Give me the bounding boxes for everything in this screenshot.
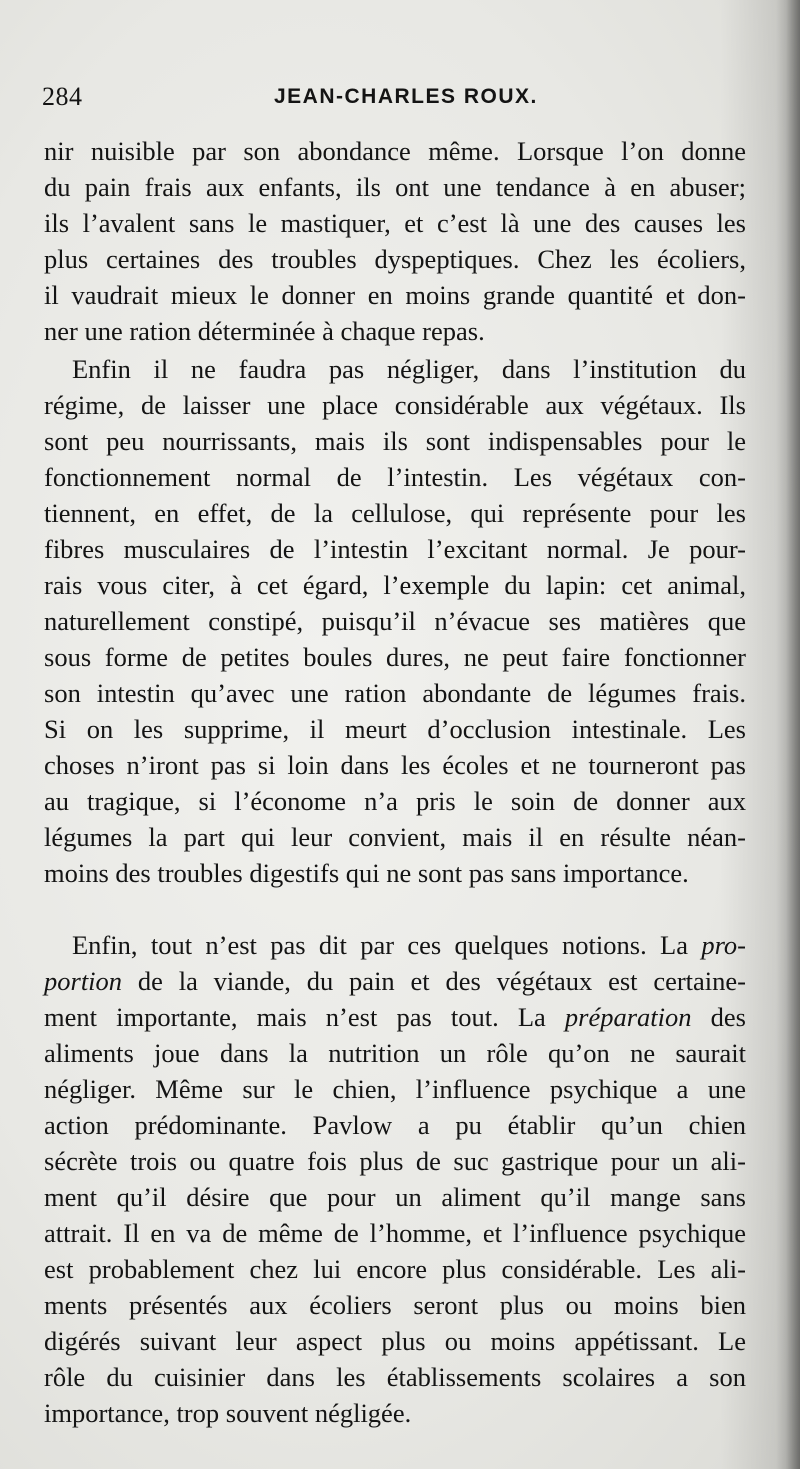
text-line: rais vous citer, à cet égard, l’exemple du lapin: cet animal, [44, 570, 746, 600]
text-line: Si on les supprime, il meurt d’occlusion intestinale. Les [44, 714, 746, 744]
text-line: sont peu nourrissants, mais ils sont indispensables pour le [44, 426, 746, 456]
text-line: ments présentés aux écoliers seront plus ou moins bien [44, 1290, 746, 1320]
text-line: rôle du cuisinier dans les établissements scolaires a son [44, 1362, 746, 1392]
text-line: légumes la part qui leur convient, mais il en résulte néan- [44, 822, 746, 852]
text-line: action prédominante. Pavlow a pu établir qu’un chien [44, 1110, 746, 1140]
text-line: portion de la viande, du pain et des végétaux est certaine- [44, 966, 746, 996]
text-line: choses n’iront pas si loin dans les écoles et ne tourneront pas [44, 750, 746, 780]
page-binding-shadow [786, 0, 800, 1469]
text-line: il vaudrait mieux le donner en moins grande quantité et don- [44, 280, 746, 310]
text-line: du pain frais aux enfants, ils ont une tendance à en abuser; [44, 172, 746, 202]
text-line: régime, de laisser une place considérable aux végétaux. Ils [44, 390, 746, 420]
text-line: ils l’avalent sans le mastiquer, et c’est là une des causes les [44, 208, 746, 238]
text-line: aliments joue dans la nutrition un rôle qu’on ne saurait [44, 1038, 746, 1068]
text-line: importance, trop souvent négligée. [44, 1398, 412, 1428]
text-line: attrait. Il en va de même de l’homme, et l’influence psychique [44, 1218, 746, 1248]
text-line: sous forme de petites boules dures, ne peut faire fonctionner [44, 642, 746, 672]
text-line: négliger. Même sur le chien, l’influence psychique a une [44, 1074, 746, 1104]
text-line: fibres musculaires de l’intestin l’excitant normal. Je pour- [44, 534, 746, 564]
text-line: ment qu’il désire que pour un aliment qu’il mange sans [44, 1182, 746, 1212]
text-line: sécrète trois ou quatre fois plus de suc gastrique pour un ali- [44, 1146, 746, 1176]
text-line: fonctionnement normal de l’intestin. Les végétaux con- [44, 462, 746, 492]
text-line: Enfin il ne faudra pas négliger, dans l’institution du [72, 354, 746, 384]
text-line: tiennent, en effet, de la cellulose, qui représente pour les [44, 498, 746, 528]
text-line: son intestin qu’avec une ration abondante de légumes frais. [44, 678, 746, 708]
text-line: moins des troubles digestifs qui ne sont pas sans importance. [44, 858, 689, 888]
page-header [42, 82, 742, 122]
text-line: nir nuisible par son abondance même. Lorsque l’on donne [44, 136, 746, 166]
text-line: ment importante, mais n’est pas tout. La préparation des [44, 1002, 746, 1032]
text-line: naturellement constipé, puisqu’il n’évacue ses matières que [44, 606, 746, 636]
text-line: ner une ration déterminée à chaque repas. [44, 316, 485, 346]
running-head: JEAN-CHARLES ROUX. [274, 85, 538, 108]
text-line: Enfin, tout n’est pas dit par ces quelques notions. La pro- [72, 930, 746, 960]
text-line: plus certaines des troubles dyspeptiques. Chez les écoliers, [44, 244, 746, 274]
text-line: digérés suivant leur aspect plus ou moins appétissant. Le [44, 1326, 746, 1356]
page-number: 284 [42, 82, 83, 111]
text-line: est probablement chez lui encore plus considérable. Les ali- [44, 1254, 746, 1284]
text-line: au tragique, si l’économe n’a pris le soin de donner aux [44, 786, 746, 816]
